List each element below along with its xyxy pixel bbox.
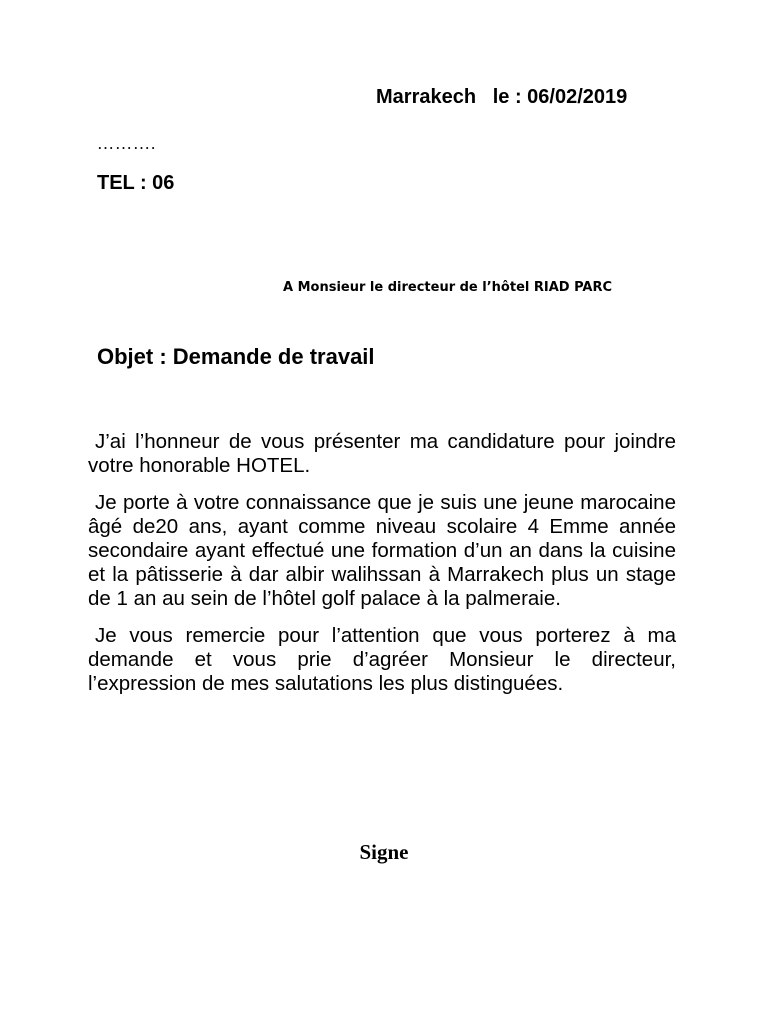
signature: Signe — [359, 840, 409, 864]
body-paragraph: J’ai l’honneur de vous présenter ma candidature pour joindre votre honorable HOTEL. — [88, 430, 676, 477]
sender-phone: TEL : 06 — [97, 172, 175, 194]
place-and-date: Marrakech le : 06/02/2019 — [376, 86, 628, 108]
sender-placeholder: ………. — [97, 134, 157, 153]
recipient-line: A Monsieur le directeur de l’hôtel RIAD PARC — [283, 280, 613, 295]
body-paragraph: Je vous remercie pour l’attention que vous porterez à ma demande et vous prie d’agréer Monsieur le directeur, l’expression de mes salutations les plus distinguées. — [88, 624, 676, 695]
subject-line: Objet : Demande de travail — [97, 344, 375, 369]
body-paragraph: Je porte à votre connaissance que je suis une jeune marocaine âgé de20 ans, ayant comme niveau scolaire 4 Emme année secondaire ayant effectué une formation d’un an dans la cuisine et la pâtisserie à dar albir walihssan à Marrakech plus un stage de 1 an au sein de l’hôtel golf palace à la palmeraie. — [88, 491, 676, 610]
letter-body — [88, 430, 676, 709]
